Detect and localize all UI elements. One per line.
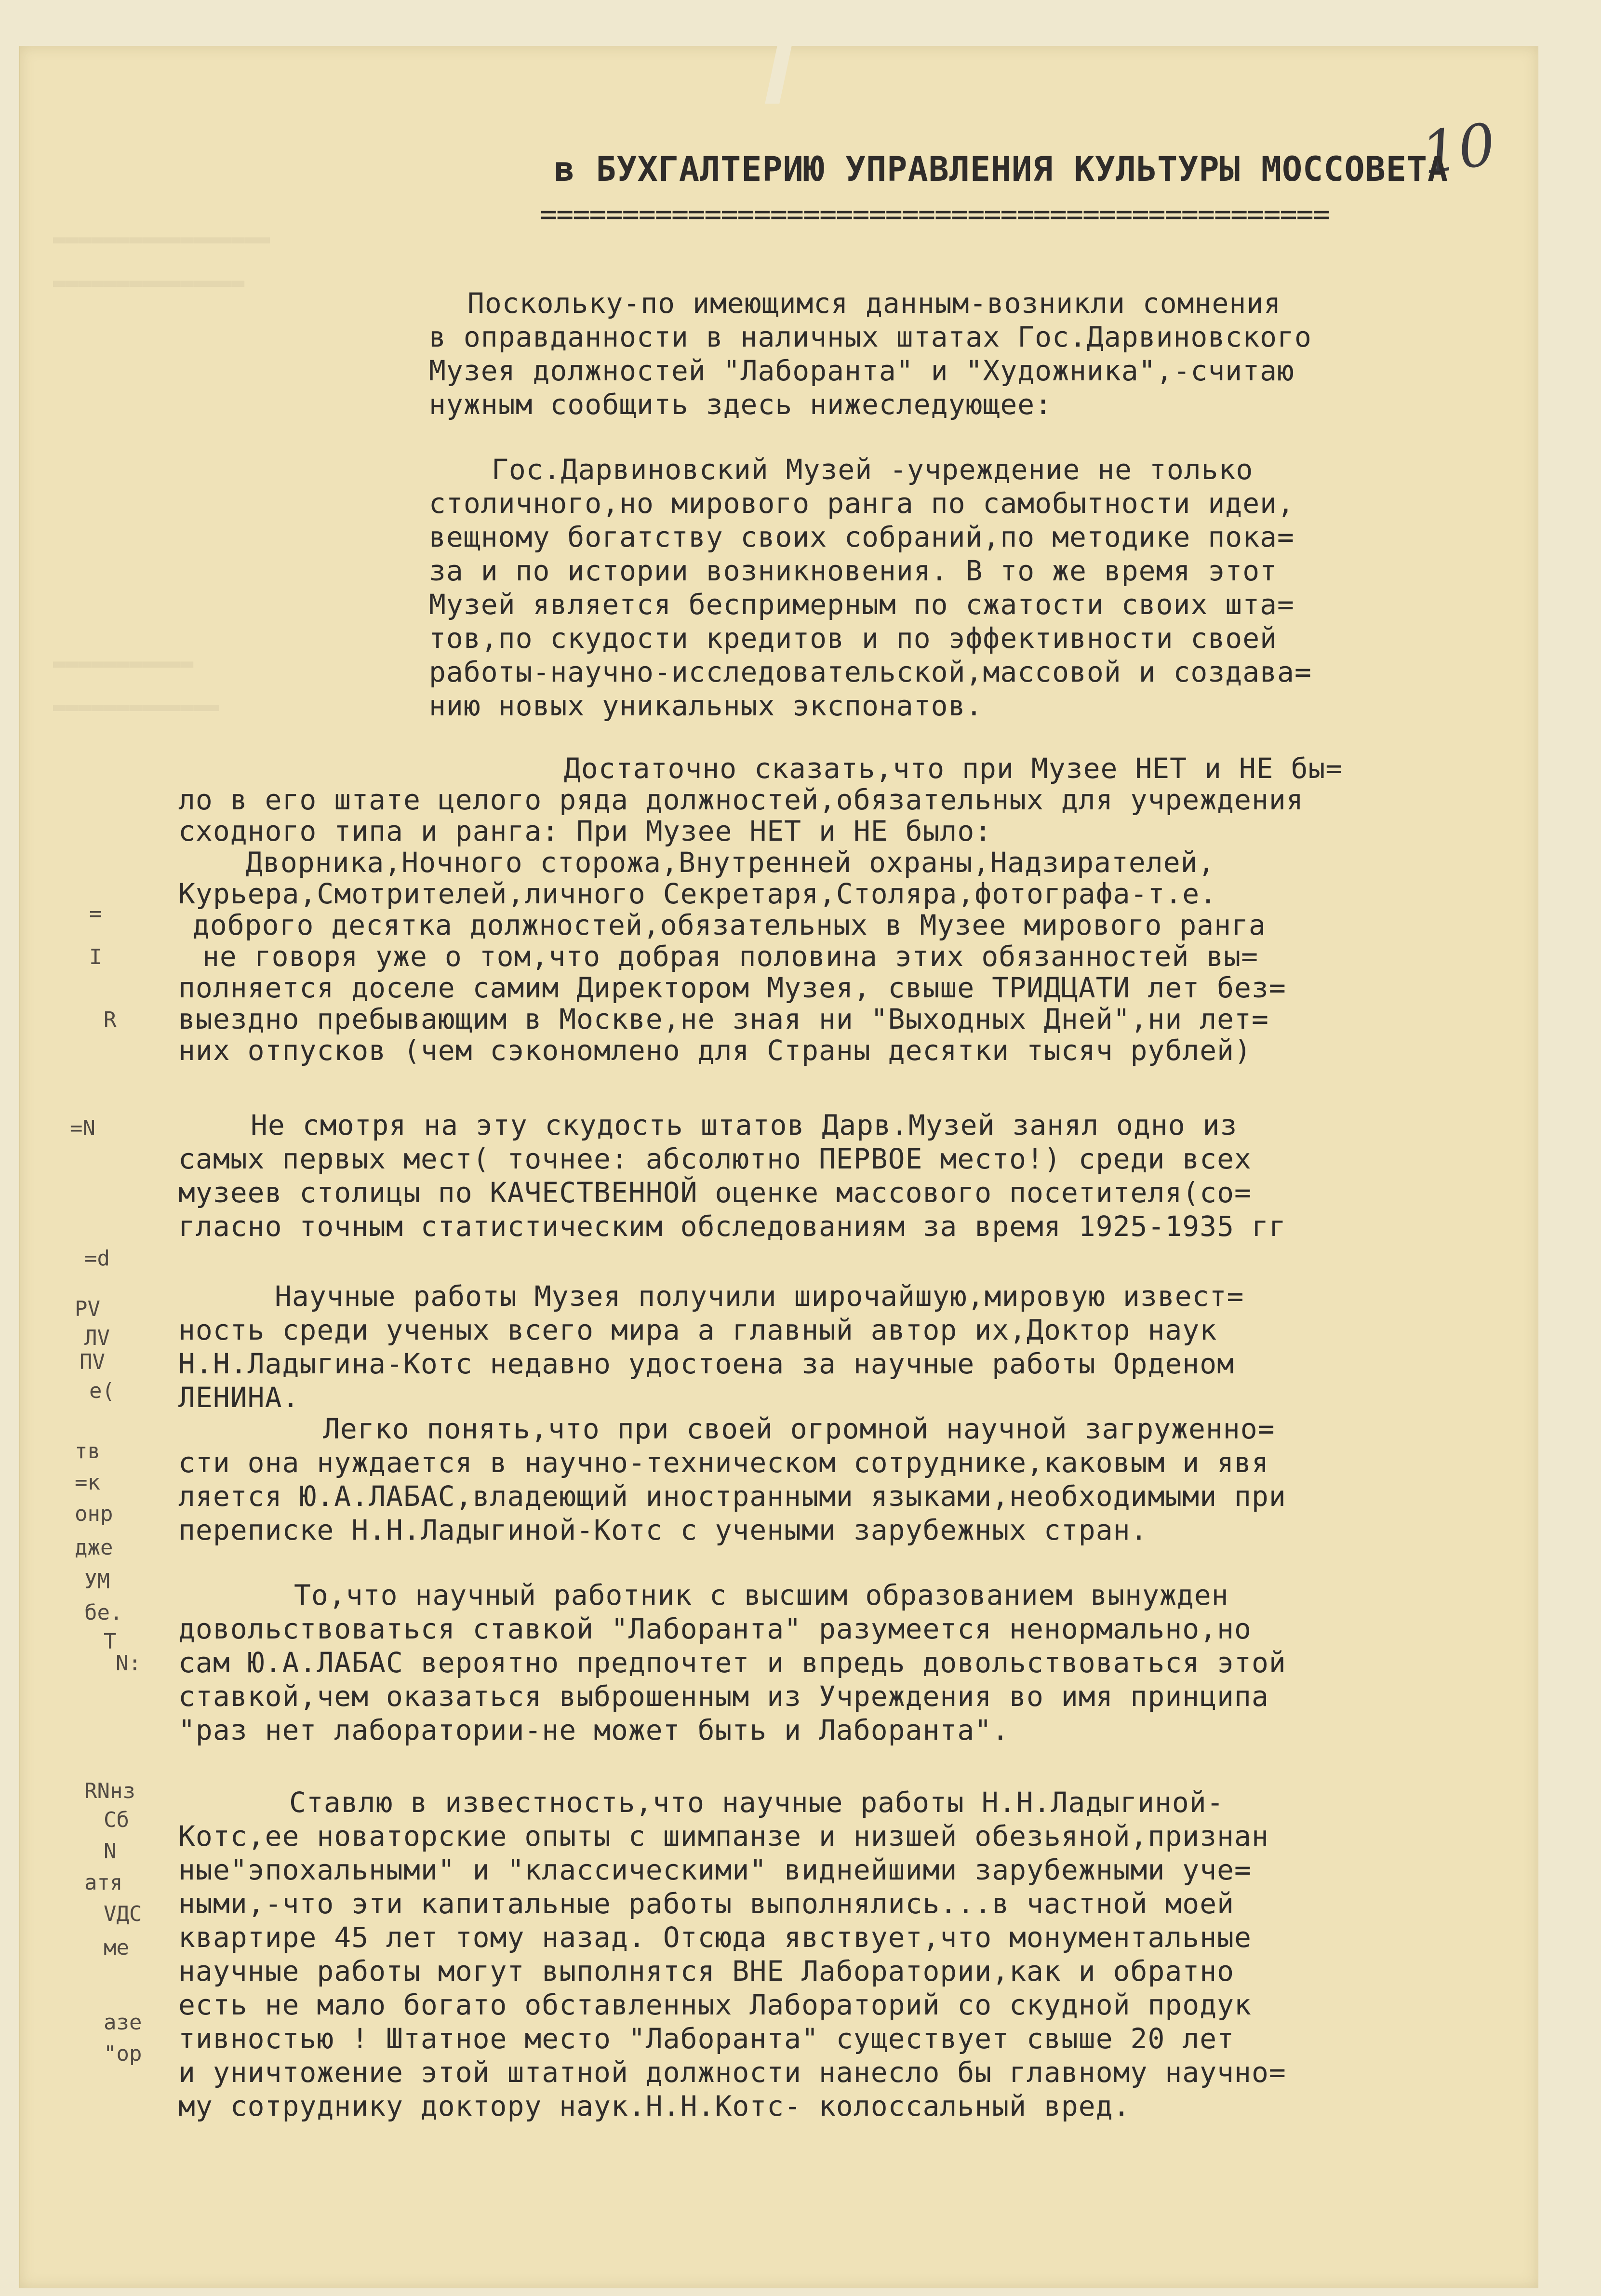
text-line: работы-научно-исследовательской,массовой и создава= [429, 656, 1312, 688]
text-line: научные работы могут выполнятся ВНЕ Лаборатории,как и обратно [178, 1955, 1235, 1987]
text-line: переписке Н.Н.Ладыгиной-Котс с учеными зарубежных стран. [178, 1514, 1148, 1546]
margin-mark: RNнз [84, 1779, 135, 1803]
text-line: квартире 45 лет тому назад. Отсюда явствует,что монументальные [178, 1921, 1252, 1954]
text-line: ЛЕНИНА. [178, 1381, 300, 1414]
bleed-through: ▬▬▬▬▬▬▬▬▬▬▬▬▬▬▬ [53, 270, 245, 295]
text-line: полняется доселе самим Директором Музея, свыше ТРИДЦАТИ лет без= [178, 971, 1286, 1004]
margin-mark: атя [84, 1870, 123, 1895]
text-line: Научные работы Музея получили широчайшую,мировую извест= [275, 1280, 1244, 1313]
text-line: Курьера,Смотрителей,личного Секретаря,Столяра,фотографа-т.е. [178, 877, 1217, 910]
margin-mark: =N [70, 1116, 95, 1141]
text-line: ность среди ученых всего мира а главный автор их,Доктор наук [178, 1314, 1217, 1346]
margin-mark: I [89, 945, 102, 969]
text-line: Поскольку-по имеющимся данным-возникли сомнения [467, 287, 1281, 320]
text-line: в оправданности в наличных штатах Гос.Дарвиновского [429, 321, 1312, 353]
margin-mark: Т [104, 1629, 117, 1654]
text-line: музеев столицы по КАЧЕСТВЕННОЙ оценке массового посетителя(со= [178, 1176, 1252, 1209]
margin-mark: =к [75, 1470, 100, 1495]
text-line: столичного,но мирового ранга по самобытности идеи, [429, 487, 1294, 520]
text-line: самых первых мест( точнее: абсолютно ПЕРВОЕ место!) среди всех [178, 1142, 1252, 1175]
text-line: ными,-что эти капитальные работы выполнялись...в частной моей [178, 1887, 1235, 1920]
text-line: Не смотря на эту скудость штатов Дарв.Музей занял одно из [251, 1109, 1238, 1141]
margin-mark: ме [104, 1935, 129, 1960]
margin-mark: УМ [84, 1569, 110, 1594]
margin-mark: e( [89, 1379, 115, 1403]
margin-mark: ПV [80, 1350, 105, 1374]
bleed-through: ▬▬▬▬▬▬▬▬▬▬▬ [53, 651, 194, 675]
margin-mark: N [104, 1839, 117, 1864]
margin-mark: дже [75, 1535, 113, 1560]
text-line: Легко понять,что при своей огромной научной загруженно= [323, 1412, 1275, 1445]
archive-page-number: 10 [1417, 111, 1500, 188]
margin-mark: =d [84, 1246, 110, 1271]
margin-mark: бе. [84, 1600, 123, 1625]
text-line: Музей является беспримерным по сжатости своих шта= [429, 588, 1294, 621]
text-line: Достаточно сказать,что при Музее НЕТ и НЕ бы= [564, 752, 1343, 785]
text-line: Котс,ее новаторские опыты с шимпанзе и низшей обезьяной,признан [178, 1820, 1269, 1853]
margin-mark: PV [75, 1297, 100, 1321]
text-line: доброго десятка должностей,обязательных в Музее мирового ранга [193, 909, 1266, 941]
text-line: То,что научный работник с высшим образованием вынужден [294, 1579, 1229, 1611]
margin-mark: N: [116, 1651, 141, 1676]
text-line: Дворника,Ночного сторожа,Внутренней охраны,Надзирателей, [246, 846, 1215, 879]
text-line: Н.Н.Ладыгина-Котс недавно удостоена за научные работы Орденом [178, 1347, 1235, 1380]
margin-mark: Сб [104, 1808, 129, 1832]
text-line: Ставлю в известность,что научные работы Н.Н.Ладыгиной- [289, 1786, 1224, 1819]
text-line: ставкой,чем оказаться выброшенным из Учреждения во имя принципа [178, 1680, 1269, 1713]
margin-mark: онр [75, 1502, 113, 1526]
text-line: за и по истории возникновения. В то же время этот [429, 554, 1278, 587]
text-line: ло в его штате целого ряда должностей,обязательных для учреждения [178, 783, 1304, 816]
text-line: не говоря уже о том,что добрая половина этих обязанностей вы= [202, 940, 1259, 973]
heading-underline-rule: ================================================ [540, 198, 1329, 231]
text-line: гласно точным статистическим обследованиям за время 1925-1935 гг [178, 1210, 1286, 1243]
text-line: сти она нуждается в научно-техническом сотруднике,каковым и явя [178, 1446, 1269, 1479]
text-line: и уничтожение этой штатной должности нанесло бы главному научно= [178, 2056, 1286, 2089]
margin-mark: "ор [104, 2041, 142, 2066]
margin-mark: тв [75, 1439, 100, 1464]
margin-mark: R [104, 1007, 117, 1032]
margin-mark: VДС [104, 1902, 142, 1926]
text-line: ляется Ю.А.ЛАБАС,владеющий иностранными языками,необходимыми при [178, 1480, 1286, 1513]
text-line: тивностью ! Штатное место "Лаборанта" существует свыше 20 лет [178, 2022, 1235, 2055]
margin-mark: = [89, 901, 102, 926]
text-line: Музея должностей "Лаборанта" и "Художника",-считаю [429, 354, 1294, 387]
text-line: выездно пребывающим в Москве,не зная ни "Выходных Дней",ни лет= [178, 1003, 1269, 1035]
text-line: му сотруднику доктору наук.Н.Н.Котс- колоссальный вред. [178, 2090, 1131, 2122]
text-line: "раз нет лаборатории-не может быть и Лаборанта". [178, 1714, 1010, 1746]
text-line: нию новых уникальных экспонатов. [429, 689, 983, 722]
text-line: тов,по скудости кредитов и по эффективности своей [429, 622, 1278, 655]
text-line: нужным сообщить здесь нижеследующее: [429, 388, 1053, 421]
text-line: сходного типа и ранга: При Музее НЕТ и НЕ было: [178, 815, 992, 847]
text-line: Гос.Дарвиновский Музей -учреждение не только [492, 453, 1254, 486]
text-line: вещному богатству своих собраний,по методике пока= [429, 521, 1294, 553]
text-line: довольствоваться ставкой "Лаборанта" разумеется ненормально,но [178, 1612, 1252, 1645]
bleed-through: ▬▬▬▬▬▬▬▬▬▬▬▬▬▬▬▬▬ [53, 227, 270, 251]
margin-mark: азе [104, 2010, 142, 2035]
margin-mark: ЛV [84, 1326, 110, 1350]
text-line: есть не мало богато обставленных Лабораторий со скудной продук [178, 1988, 1252, 2021]
text-line: них отпусков (чем сэкономлено для Страны десятки тысяч рублей) [178, 1034, 1252, 1067]
text-line: сам Ю.А.ЛАБАС вероятно предпочтет и впредь довольствоваться этой [178, 1646, 1286, 1679]
bleed-through: ▬▬▬▬▬▬▬▬▬▬▬▬▬ [53, 694, 219, 719]
text-line: ные"эпохальными" и "классическими" виднейшими зарубежными уче= [178, 1853, 1252, 1886]
document-heading: в БУХГАЛТЕРИЮ УПРАВЛЕНИЯ КУЛЬТУРЫ МОССОВЕТА [554, 149, 1449, 189]
